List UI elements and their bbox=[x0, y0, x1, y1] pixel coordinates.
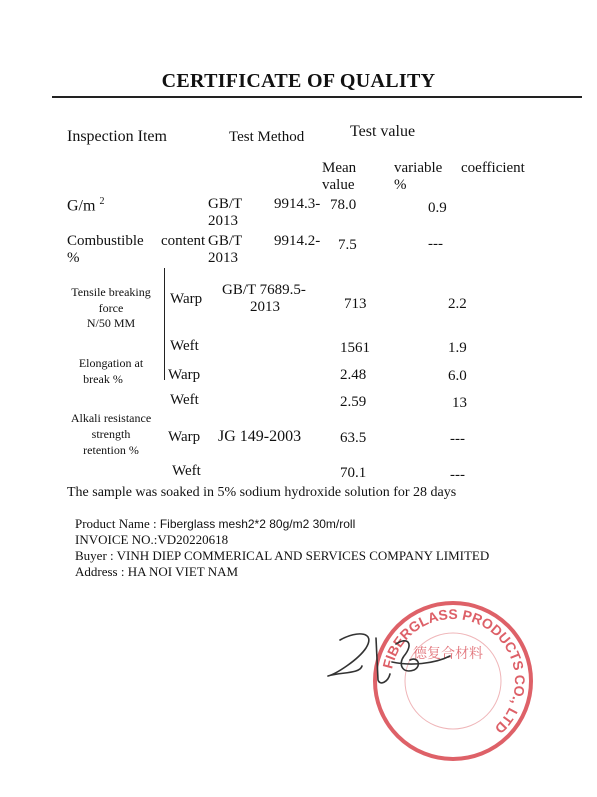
row-tensile-method-l2: 2013 bbox=[250, 299, 280, 315]
row-elongation-weft-mean: 2.59 bbox=[340, 394, 367, 410]
buyer: Buyer : VINH DIEP COMMERICAL AND SERVICES COMPANY LIMITED bbox=[75, 548, 490, 563]
row-gm2-method-l1b: 9914.3- bbox=[274, 196, 321, 212]
row-alkali-item-l2: strength bbox=[91, 427, 131, 441]
row-elongation-warp-cv: 6.0 bbox=[448, 368, 467, 384]
row-elongation-weft-label: Weft bbox=[170, 392, 199, 408]
row-alkali-item-l1: Alkali resistance bbox=[70, 411, 152, 425]
header-test-value: Test value bbox=[350, 123, 416, 140]
row-tensile-warp-cv: 2.2 bbox=[448, 296, 467, 312]
product-name: Product Name : Fiberglass mesh2*2 80g/m2 30m/roll bbox=[75, 516, 356, 531]
row-combustible-method-l1b: 9914.2- bbox=[274, 233, 321, 249]
header-variable-line1: variable bbox=[394, 160, 443, 176]
row-alkali-method: JG 149-2003 bbox=[218, 428, 302, 445]
header-variable-line2: % bbox=[394, 177, 407, 193]
tensile-separator bbox=[164, 268, 165, 380]
row-alkali-warp-mean: 63.5 bbox=[340, 430, 367, 446]
row-combustible-item-l1b: content bbox=[161, 233, 206, 249]
row-tensile-warp-label: Warp bbox=[170, 291, 203, 307]
header-mean-line1: Mean bbox=[322, 160, 357, 176]
row-combustible-item-l2: % bbox=[67, 250, 80, 266]
row-elongation-warp-label: Warp bbox=[168, 367, 201, 383]
row-combustible-mean: 7.5 bbox=[338, 237, 357, 253]
signature bbox=[318, 622, 458, 702]
svg-text:德复合材料: 德复合材料 bbox=[413, 646, 483, 662]
row-elongation-weft-cv: 13 bbox=[452, 395, 467, 411]
row-alkali-weft-mean: 70.1 bbox=[340, 465, 367, 481]
page-title: CERTIFICATE OF QUALITY bbox=[161, 70, 436, 92]
row-gm2-mean: 78.0 bbox=[330, 197, 357, 213]
svg-text:FIBERGLASS PRODUCTS CO., LTD: FIBERGLASS PRODUCTS CO., LTD bbox=[379, 605, 529, 737]
row-tensile-method-l1: GB/T 7689.5- bbox=[222, 282, 306, 298]
header-inspection-item: Inspection Item bbox=[67, 128, 167, 145]
row-alkali-weft-cv: --- bbox=[450, 467, 465, 483]
row-combustible-item-l1a: Combustible bbox=[67, 233, 144, 249]
row-combustible-method-l1a: GB/T bbox=[208, 233, 243, 249]
header-mean-line2: value bbox=[322, 177, 355, 193]
row-elongation-warp-mean: 2.48 bbox=[340, 367, 367, 383]
row-tensile-item-l3: N/50 MM bbox=[86, 316, 136, 330]
row-combustible-method-l2: 2013 bbox=[208, 250, 238, 266]
row-tensile-weft-mean: 1561 bbox=[340, 340, 370, 356]
row-alkali-warp-cv: --- bbox=[450, 431, 465, 447]
row-alkali-item-l3: retention % bbox=[83, 443, 139, 457]
header-coefficient: coefficient bbox=[461, 160, 525, 176]
row-alkali-warp-label: Warp bbox=[168, 429, 201, 445]
address: Address : HA NOI VIET NAM bbox=[75, 564, 239, 579]
row-gm2-method-l1a: GB/T bbox=[208, 196, 243, 212]
row-tensile-warp-mean: 713 bbox=[344, 296, 367, 312]
row-tensile-weft-cv: 1.9 bbox=[448, 340, 467, 356]
row-gm2-method-l2: 2013 bbox=[208, 213, 238, 229]
row-tensile-item-l1: Tensile breaking bbox=[71, 285, 151, 299]
row-gm2-item: G/m $^2$ bbox=[67, 196, 105, 215]
row-alkali-weft-label: Weft bbox=[172, 463, 201, 479]
row-elongation-item-l1: Elongation at bbox=[78, 356, 144, 370]
row-elongation-item-l2: break % bbox=[83, 372, 123, 386]
title-divider bbox=[52, 96, 582, 98]
invoice-number: INVOICE NO.:VD20220618 bbox=[75, 532, 229, 547]
row-tensile-item-l2: force bbox=[98, 301, 124, 315]
row-combustible-cv: --- bbox=[428, 236, 443, 252]
row-tensile-weft-label: Weft bbox=[170, 338, 199, 354]
sample-note: The sample was soaked in 5% sodium hydroxide solution for 28 days bbox=[67, 485, 457, 500]
header-test-method: Test Method bbox=[229, 129, 305, 145]
row-gm2-cv: 0.9 bbox=[428, 200, 447, 216]
